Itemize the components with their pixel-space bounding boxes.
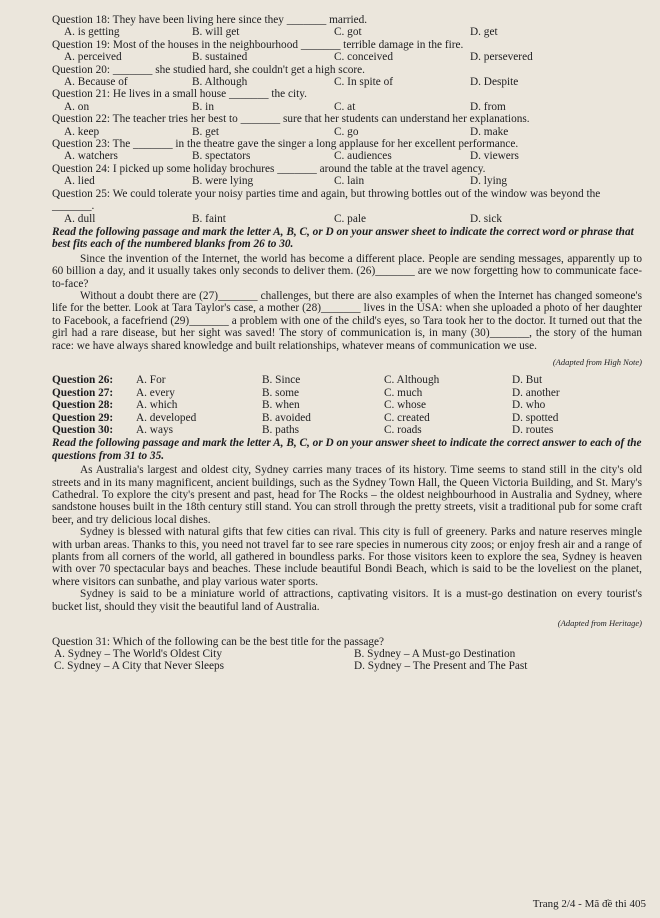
question-options xyxy=(52,51,642,63)
instruction-26-30: Read the following passage and mark the letter A, B, C, or D on your answer sheet to indicate the correct word or phrase that best fits each of the numbered blanks from 26 to 30. xyxy=(52,225,634,251)
question-25 xyxy=(52,188,642,225)
option-d: D. from xyxy=(470,100,506,113)
option-d: D. make xyxy=(470,125,509,138)
question-29-label: Question 29: xyxy=(52,411,114,424)
option-b: B. will get xyxy=(192,26,240,39)
source-heritage: (Adapted from Heritage) xyxy=(557,618,642,629)
question-options xyxy=(52,126,642,138)
option-a: A. perceived xyxy=(64,51,122,64)
source-high-note: (Adapted from High Note) xyxy=(552,356,642,367)
question-block-18-24 xyxy=(52,14,642,188)
question-options xyxy=(52,150,642,162)
q28-option-a: A. which xyxy=(136,399,178,412)
q30-option-a: A. ways xyxy=(136,424,174,436)
instruction-31-35: Read the following passage and mark the letter A, B, C, or D on your answer sheet to indicate the correct answer to each of the questions from 31 to 35. xyxy=(52,437,642,462)
option-d: D. Despite xyxy=(470,76,519,89)
question-28-label: Question 28: xyxy=(52,399,114,412)
option-c: C. at xyxy=(334,100,356,113)
passage1-paragraph-1: Since the invention of the Internet, the world has become a different place. People are sending messages, apparently up to 60 billion a day, and it usually takes only seconds to deliver them. (26)_______ are we now forgetting how to communicate face-to-face? xyxy=(52,252,642,290)
q31-option-d: D. Sydney – The Present and The Past xyxy=(354,660,528,673)
option-b: B. were lying xyxy=(192,175,254,188)
option-d: D. lying xyxy=(470,175,508,188)
question-stem: Question 20: _______ she studied hard, she couldn't get a high score. xyxy=(52,63,365,76)
question-20 xyxy=(52,64,642,89)
q26-option-a: A. For xyxy=(136,374,166,387)
option-a: A. is getting xyxy=(64,26,120,39)
passage2-paragraph-1: As Australia's largest and oldest city, Sydney carries many traces of its history. Time seems to stand still in the city's old streets and in its many magnificent, ancient buildings, such as the Sydney Town Hall, the Queen Victoria Building, and St. Mary's Cathedral. To explore the city's present and past, head for The Rocks – the oldest neighbourhood in Australia and Sydney, where sandstone houses built in the 18th century still stand. You can stroll through the pretty streets, visit a traditional pub for some craft beer, and try delicious local dishes. xyxy=(52,464,642,526)
option-a: A. keep xyxy=(64,125,100,138)
question-23 xyxy=(52,138,642,163)
q30-option-d: D. routes xyxy=(512,424,554,436)
q28-option-b: B. when xyxy=(262,399,300,412)
question-25-stem: Question 25: We could tolerate your noisy parties time and again, but throwing bottles out of the window was beyond the _______. xyxy=(52,187,601,213)
q29-option-b: B. avoided xyxy=(262,411,311,424)
q26-option-d: D. But xyxy=(512,374,543,387)
option-b: B. faint xyxy=(192,212,226,225)
q29-option-d: D. spotted xyxy=(512,411,559,424)
passage2-paragraph-3: Sydney is said to be a miniature world of attractions, captivating visitors. It is a must-go destination on every tourist's bucket list, should they visit the beautiful land of Australia. xyxy=(52,588,642,613)
question-24 xyxy=(52,163,642,188)
question-31-stem: Question 31: Which of the following can be the best title for the passage? xyxy=(52,635,385,648)
option-c: C. pale xyxy=(334,212,366,225)
option-b: B. sustained xyxy=(192,51,248,64)
q30-option-b: B. paths xyxy=(262,424,300,436)
question-25-options xyxy=(52,213,642,225)
option-c: C. lain xyxy=(334,175,365,188)
option-c: C. conceived xyxy=(334,51,393,64)
option-d: D. sick xyxy=(470,212,503,225)
option-d: D. persevered xyxy=(470,51,533,64)
option-a: A. lied xyxy=(64,175,95,188)
q28-option-c: C. whose xyxy=(384,399,427,412)
question-22 xyxy=(52,113,642,138)
option-c: C. In spite of xyxy=(334,76,393,89)
option-b: B. in xyxy=(192,100,214,113)
option-d: D. get xyxy=(470,26,498,39)
q31-option-a: A. Sydney – The World's Oldest City xyxy=(54,647,222,660)
question-21 xyxy=(52,88,642,113)
option-d: D. viewers xyxy=(470,150,519,163)
question-27-label: Question 27: xyxy=(52,386,114,399)
q27-option-b: B. some xyxy=(262,386,300,399)
passage2-paragraph-2: Sydney is blessed with natural gifts that few cities can rival. This city is full of greenery. Parks and nature reserves mingle with urban areas. Thanks to this, you need not travel far to see rare species in numerous city zoos; or enjoy fresh air and a range of plants from all corners of the world, all gathered in boundless parks. For those visitors keen to explore the sea, Sydney is heaven with over 70 spectacular bays and beaches. These include beautiful Bondi Beach, which is said to be the loveliest on the planet, where visitors can sunbathe, and play various water sports. xyxy=(52,526,642,588)
question-options xyxy=(52,101,642,113)
question-18 xyxy=(52,14,642,39)
q28-option-d: D. who xyxy=(512,399,546,412)
page-footer: Trang 2/4 - Mã đề thi 405 xyxy=(532,898,646,910)
q29-option-c: C. created xyxy=(384,411,430,424)
question-options xyxy=(52,76,642,88)
q27-option-c: C. much xyxy=(384,386,423,399)
q30-option-c: C. roads xyxy=(384,424,422,436)
question-stem: Question 24: I picked up some holiday brochures _______ around the table at the travel agency. xyxy=(52,162,486,175)
passage1-paragraph-2: Without a doubt there are (27)_______ challenges, but there are also examples of when the Internet has changed someone's life for the better. Look at Tara Taylor's case, a mother (28)_______ lives in the USA: when she uploaded a photo of her daughter to Facebook, a facefriend (29)_______ a problem with one of the child's eyes, so Tara took her to the doctor. It turned out that the girl had a rare disease, but her sight was saved! The story of communication is, in many (30)_______, the story of the human race: we have always shared knowledge and built relationships, whatever means of communication we use. xyxy=(52,289,642,352)
option-b: B. Although xyxy=(192,76,248,89)
option-c: C. go xyxy=(334,125,359,138)
question-stem: Question 23: The _______ in the theatre gave the singer a long applause for her excellent performance. xyxy=(52,138,519,151)
q27-option-a: A. every xyxy=(136,386,175,399)
q26-option-c: C. Although xyxy=(384,374,440,387)
question-options xyxy=(52,175,642,187)
question-stem: Question 18: They have been living here since they _______ married. xyxy=(52,14,368,26)
option-b: B. spectators xyxy=(192,150,251,163)
question-options xyxy=(52,26,642,38)
option-a: A. Because of xyxy=(64,76,128,89)
question-stem: Question 19: Most of the houses in the neighbourhood _______ terrible damage in the fire. xyxy=(52,38,464,51)
q29-option-a: A. developed xyxy=(136,411,197,424)
question-31-options xyxy=(52,648,642,673)
question-stem: Question 21: He lives in a small house _______ the city. xyxy=(52,88,307,101)
option-a: A. on xyxy=(64,100,90,113)
question-30-label: Question 30: xyxy=(52,424,114,436)
exam-page xyxy=(52,14,642,914)
option-c: C. audiences xyxy=(334,150,392,163)
option-a: A. dull xyxy=(64,212,96,225)
question-19 xyxy=(52,39,642,64)
q27-option-d: D. another xyxy=(512,386,560,399)
q31-option-b: B. Sydney – A Must-go Destination xyxy=(354,647,516,660)
option-a: A. watchers xyxy=(64,150,118,163)
question-26-label: Question 26: xyxy=(52,374,114,387)
option-c: C. got xyxy=(334,26,362,39)
q26-option-b: B. Since xyxy=(262,374,301,387)
q31-option-c: C. Sydney – A City that Never Sleeps xyxy=(54,660,225,673)
question-31 xyxy=(52,636,642,673)
answer-options-26-30 xyxy=(52,374,642,436)
option-b: B. get xyxy=(192,125,219,138)
question-stem: Question 22: The teacher tries her best to _______ sure that her students can understand her explanations. xyxy=(52,113,530,126)
